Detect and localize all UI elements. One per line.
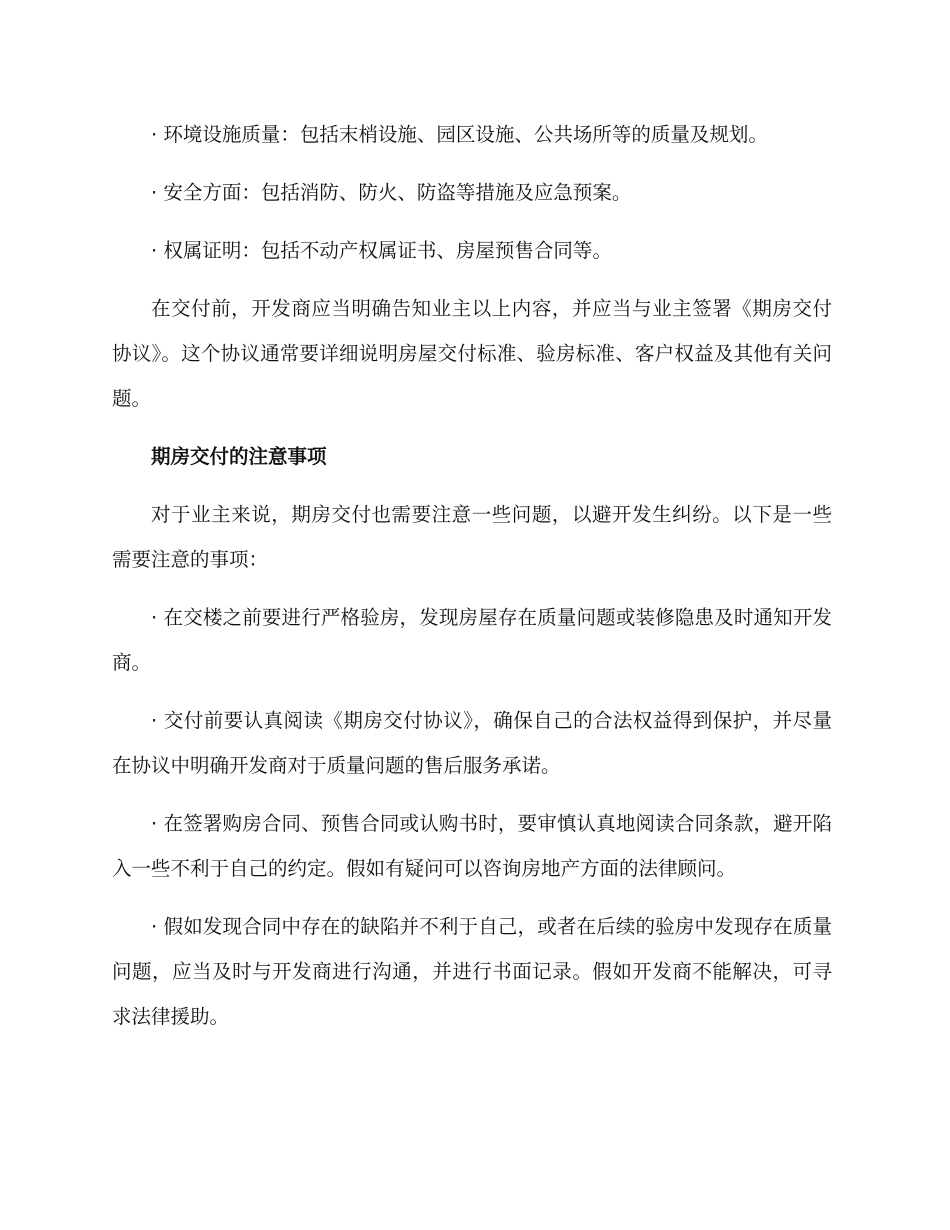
- bullet-ownership-proof: · 权属证明：包括不动产权属证书、房屋预售合同等。: [151, 239, 612, 262]
- bullet-safety: · 安全方面：包括消防、防火、防盗等措施及应急预案。: [151, 181, 632, 204]
- bullet-read-agreement: · 交付前要认真阅读《期房交付协议》，确保自己的合法权益得到保护，并尽量在协议中明确开发商对于质量问题的售后服务承诺。: [112, 709, 832, 777]
- paragraph-owner-notes-intro: 对于业主来说，期房交付也需要注意一些问题，以避开发生纠纷。以下是一些需要注意的事项：: [112, 503, 832, 571]
- paragraph-pre-delivery: 在交付前，开发商应当明确告知业主以上内容，并应当与业主签署《期房交付协议》。这个协议通常要详细说明房屋交付标准、验房标准、客户权益及其他有关问题。: [112, 297, 832, 410]
- bullet-environment-facilities: · 环境设施质量：包括末梢设施、园区设施、公共场所等的质量及规划。: [151, 123, 768, 146]
- section-heading: 期房交付的注意事项: [151, 445, 327, 468]
- bullet-contract-terms: · 在签署购房合同、预售合同或认购书时，要审慎认真地阅读合同条款，避开陷入一些不利于自己的约定。假如有疑问可以咨询房地产方面的法律顾问。: [112, 812, 832, 880]
- bullet-defects-communication: · 假如发现合同中存在的缺陷并不利于自己，或者在后续的验房中发现存在质量问题，应当及时与开发商进行沟通，并进行书面记录。假如开发商不能解决，可寻求法律援助。: [112, 915, 832, 1028]
- bullet-inspection: · 在交楼之前要进行严格验房，发现房屋存在质量问题或装修隐患及时通知开发商。: [112, 606, 832, 674]
